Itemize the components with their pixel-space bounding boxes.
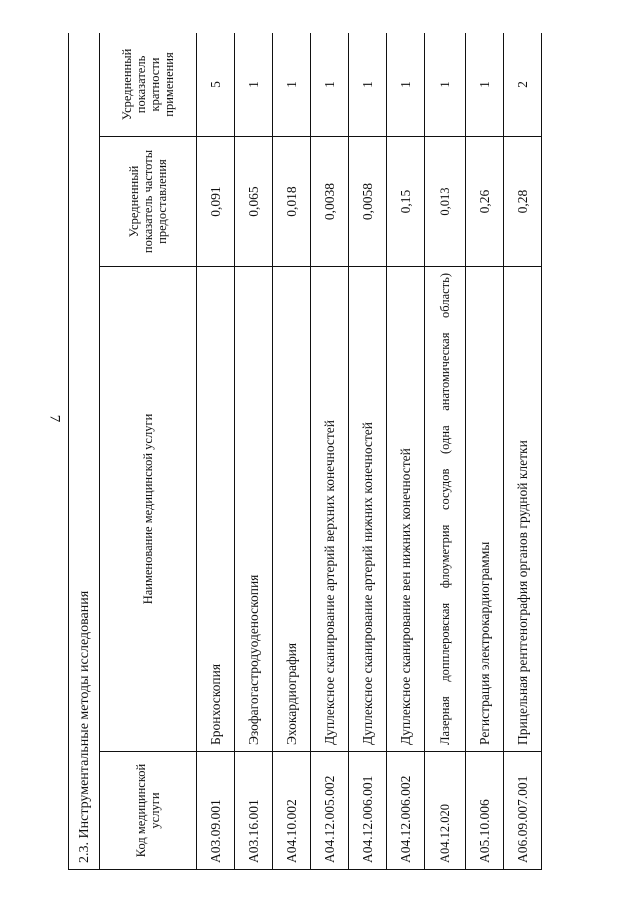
cell-frequency: 0,013 xyxy=(425,137,466,267)
cell-multiplicity: 1 xyxy=(311,33,349,137)
cell-name: Бронхоскопия xyxy=(197,267,235,752)
cell-multiplicity: 1 xyxy=(349,33,387,137)
cell-name: Регистрация электрокардиограммы xyxy=(466,267,504,752)
cell-frequency: 0,065 xyxy=(235,137,273,267)
cell-code: A05.10.006 xyxy=(466,752,504,870)
cell-multiplicity: 2 xyxy=(504,33,542,137)
page-number: 7 xyxy=(46,414,63,423)
cell-name: Лазерная допплеровская флоуметрия сосудов (одна анатомическая область) xyxy=(425,267,466,752)
table-row xyxy=(387,33,425,870)
section-title: 2.3. Инструментальные методы исследования xyxy=(69,33,100,870)
cell-code: A04.12.005.002 xyxy=(311,752,349,870)
cell-name: Прицельная рентгенография органов грудной клетки xyxy=(504,267,542,752)
cell-multiplicity: 1 xyxy=(425,33,466,137)
header-frequency: Усредненный показатель частоты предоставления xyxy=(100,137,197,267)
cell-name: Эхокардиография xyxy=(273,267,311,752)
cell-code: A03.09.001 xyxy=(197,752,235,870)
cell-name: Дуплексное сканирование вен нижних конечностей xyxy=(387,267,425,752)
cell-code: A06.09.007.001 xyxy=(504,752,542,870)
cell-multiplicity: 1 xyxy=(235,33,273,137)
cell-code: A04.12.006.001 xyxy=(349,752,387,870)
header-code: Код медицинской услуги xyxy=(100,752,197,870)
cell-frequency: 0,28 xyxy=(504,137,542,267)
cell-code: A04.10.002 xyxy=(273,752,311,870)
cell-name: Дуплексное сканирование артерий верхних конечностей xyxy=(311,267,349,752)
cell-frequency: 0,26 xyxy=(466,137,504,267)
cell-code: A04.12.006.002 xyxy=(387,752,425,870)
cell-multiplicity: 1 xyxy=(387,33,425,137)
rotated-table-wrapper xyxy=(68,33,604,870)
header-name: Наименование медицинской услуги xyxy=(100,267,197,752)
header-multiplicity: Усредненный показатель кратности применения xyxy=(100,33,197,137)
table-row xyxy=(466,33,504,870)
cell-multiplicity: 1 xyxy=(466,33,504,137)
rotated-content xyxy=(68,33,604,870)
cell-code: A04.12.020 xyxy=(425,752,466,870)
table-header-row xyxy=(100,33,197,870)
services-table xyxy=(68,33,542,870)
table-row xyxy=(273,33,311,870)
cell-name: Дуплексное сканирование артерий нижних конечностей xyxy=(349,267,387,752)
table-row xyxy=(311,33,349,870)
cell-frequency: 0,0038 xyxy=(311,137,349,267)
table-row xyxy=(197,33,235,870)
cell-frequency: 0,15 xyxy=(387,137,425,267)
cell-name: Эзофагогастродуоденоскопия xyxy=(235,267,273,752)
cell-multiplicity: 1 xyxy=(273,33,311,137)
table-row xyxy=(235,33,273,870)
cell-multiplicity: 5 xyxy=(197,33,235,137)
table-row xyxy=(504,33,542,870)
table-row xyxy=(349,33,387,870)
cell-frequency: 0,091 xyxy=(197,137,235,267)
section-row xyxy=(69,33,100,870)
cell-frequency: 0,0058 xyxy=(349,137,387,267)
cell-frequency: 0,018 xyxy=(273,137,311,267)
table-row xyxy=(425,33,466,870)
cell-code: A03.16.001 xyxy=(235,752,273,870)
